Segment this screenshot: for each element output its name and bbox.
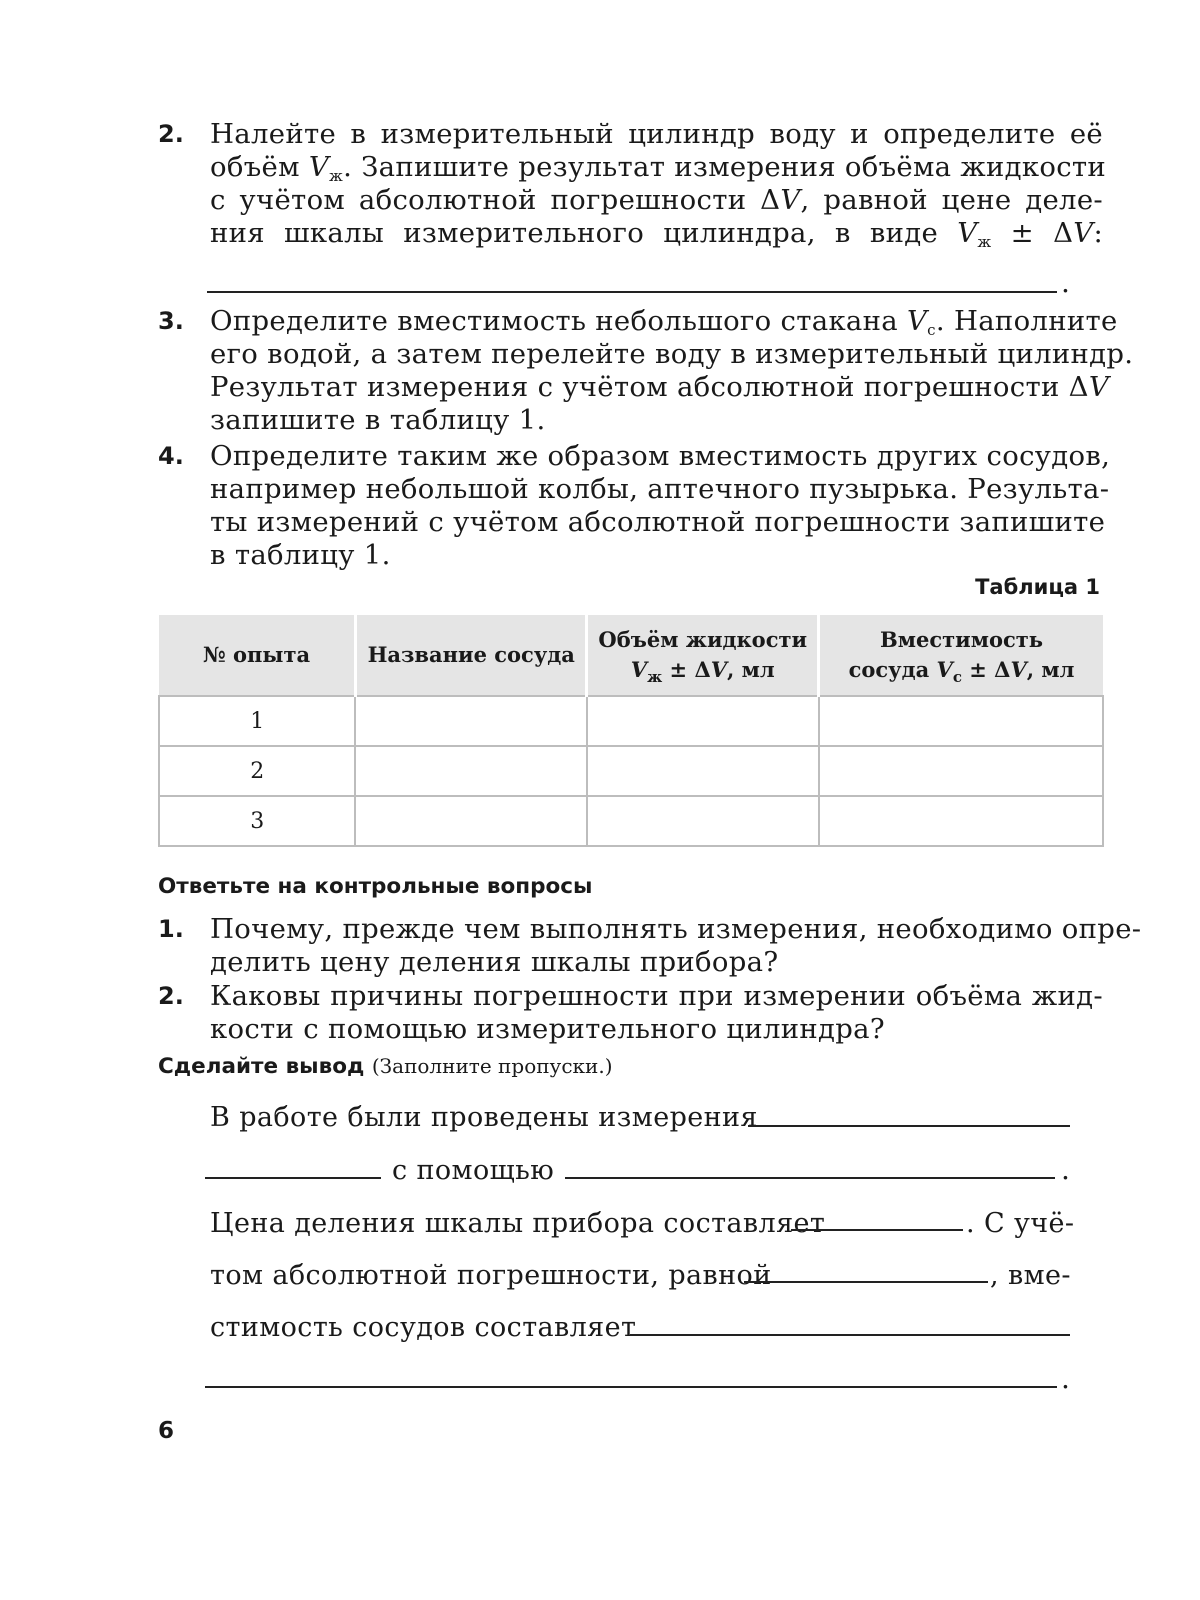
table-row xyxy=(159,696,1103,746)
cell-vessel-name[interactable] xyxy=(355,696,587,746)
cell-experiment-number: 2 xyxy=(159,746,355,796)
cell-liquid-volume[interactable] xyxy=(587,796,819,846)
text-line: Результат измерения с учётом абсолютной погрешности ΔV xyxy=(210,371,1109,403)
step-text xyxy=(210,305,1134,437)
text-line: ты измерений с учётом абсолютной погрешности запишите xyxy=(210,506,1106,538)
header-vessel-capacity xyxy=(819,615,1103,696)
answer-blank-absolute-error[interactable] xyxy=(744,1281,988,1283)
text-line: его водой, а затем перелейте воду в измерительный цилиндр. xyxy=(210,338,1134,370)
header-line: сосуда $V_с \pm \Delta V$, мл xyxy=(848,657,1075,686)
answer-blank-capacity-cont[interactable] xyxy=(205,1386,1057,1388)
step-text xyxy=(210,118,1107,251)
questions-title: Ответьте на контрольные вопросы xyxy=(158,874,593,899)
conclusion-line-1: В работе были проведены измерения xyxy=(210,1102,758,1133)
conclusion-line-4: том абсолютной погрешности, равной xyxy=(210,1260,772,1291)
table-row xyxy=(159,796,1103,846)
answer-blank-measurements-cont[interactable] xyxy=(205,1177,381,1179)
table-caption: Таблица 1 xyxy=(975,575,1100,599)
text-line: Определите вместимость небольшого стакана $V_с$. Наполните xyxy=(210,305,1118,339)
cell-vessel-capacity[interactable] xyxy=(819,696,1103,746)
conclusion-line-2: с помощью xyxy=(392,1155,555,1186)
cell-liquid-volume[interactable] xyxy=(587,696,819,746)
cell-vessel-name[interactable] xyxy=(355,796,587,846)
step-2 xyxy=(158,118,1107,251)
answer-blank-volume[interactable] xyxy=(207,291,1057,293)
conclusion-heading: Сделайте вывод xyxy=(158,1054,365,1079)
cell-experiment-number: 3 xyxy=(159,796,355,846)
header-line: Объём жидкости xyxy=(598,627,808,652)
text-line: объём $V_ж$. Запишите результат измерения объёма жидкости xyxy=(210,151,1107,185)
question-1 xyxy=(158,913,1142,979)
cell-experiment-number: 1 xyxy=(159,696,355,746)
step-number: 4. xyxy=(158,442,184,470)
answer-blank-capacity[interactable] xyxy=(630,1334,1070,1336)
header-experiment-number xyxy=(159,615,355,696)
conclusion-line-3-end: . С учё- xyxy=(966,1208,1075,1239)
question-text xyxy=(210,980,1103,1046)
header-line: № опыта xyxy=(202,642,311,667)
step-4 xyxy=(158,440,1111,572)
results-table xyxy=(158,615,1104,847)
answer-blank-division-value[interactable] xyxy=(791,1229,963,1231)
table-header-row xyxy=(159,615,1103,696)
cell-vessel-capacity[interactable] xyxy=(819,746,1103,796)
text-line: Определите таким же образом вместимость других сосудов, xyxy=(210,440,1111,472)
conclusion-line-4-end: , вме- xyxy=(990,1260,1071,1291)
step-3 xyxy=(158,305,1134,437)
text-line: Каковы причины погрешности при измерении объёма жид- xyxy=(210,980,1103,1012)
question-number: 1. xyxy=(158,915,184,943)
question-2 xyxy=(158,980,1103,1046)
text-line: запишите в таблицу 1. xyxy=(210,404,546,436)
period: . xyxy=(1061,1362,1070,1395)
period: . xyxy=(1061,1153,1070,1186)
question-text xyxy=(210,913,1142,979)
question-number: 2. xyxy=(158,982,184,1010)
page-number: 6 xyxy=(158,1418,175,1444)
step-text xyxy=(210,440,1111,572)
text-line: с учётом абсолютной погрешности ΔV, равной цене деле- xyxy=(210,184,1103,216)
step-number: 3. xyxy=(158,307,184,335)
cell-liquid-volume[interactable] xyxy=(587,746,819,796)
cell-vessel-capacity[interactable] xyxy=(819,796,1103,846)
header-line: $V_ж \pm \Delta V$, мл xyxy=(630,657,775,686)
text-line: Налейте в измерительный цилиндр воду и определите её xyxy=(210,118,1103,150)
header-line: Вместимость xyxy=(879,627,1044,652)
table-row xyxy=(159,746,1103,796)
header-line: Название сосуда xyxy=(367,642,575,667)
step-number: 2. xyxy=(158,120,184,148)
text-line: Почему, прежде чем выполнять измерения, необходимо опре- xyxy=(210,913,1142,945)
cell-vessel-name[interactable] xyxy=(355,746,587,796)
text-line: ния шкалы измерительного цилиндра, в виде $V_ж \pm \Delta V$: xyxy=(210,217,1104,251)
text-line: в таблицу 1. xyxy=(210,539,391,571)
answer-blank-instrument[interactable] xyxy=(565,1177,1055,1179)
period: . xyxy=(1061,266,1070,299)
conclusion-line-3: Цена деления шкалы прибора составляет xyxy=(210,1208,826,1239)
conclusion-hint: (Заполните пропуски.) xyxy=(371,1054,613,1078)
text-line: делить цену деления шкалы прибора? xyxy=(210,946,779,978)
answer-blank-measurements[interactable] xyxy=(748,1125,1070,1127)
header-vessel-name xyxy=(355,615,587,696)
text-line: например небольшой колбы, аптечного пузырька. Результа- xyxy=(210,473,1110,505)
text-line: кости с помощью измерительного цилиндра? xyxy=(210,1013,885,1045)
conclusion-line-5: стимость сосудов составляет xyxy=(210,1312,637,1343)
header-liquid-volume xyxy=(587,615,819,696)
conclusion-title xyxy=(158,1054,613,1079)
